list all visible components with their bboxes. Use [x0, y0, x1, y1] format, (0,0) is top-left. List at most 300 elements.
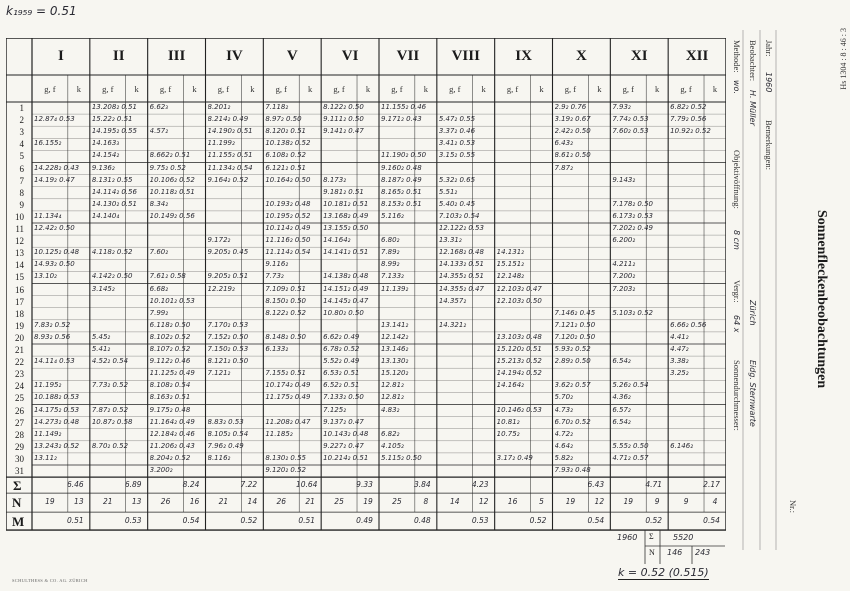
month-sum: 10.64 [295, 480, 318, 490]
jahr-label: Jahr: [764, 40, 774, 57]
observation-entry: 11.199₂ [207, 139, 235, 148]
month-n-k: 19 [363, 497, 373, 507]
observation-entry: 5.26₂ 0.54 [612, 381, 649, 390]
month-mean-k: 0.49 [356, 516, 373, 526]
observation-entry: 7.170₂ 0.53 [207, 320, 249, 329]
observation-entry: 5.51₂ [438, 187, 458, 196]
observation-entry: 7.79₂ 0.56 [670, 115, 707, 124]
sternwarte-value: Eidg. Sternwarte [748, 360, 757, 427]
observation-entry: 4.71₂ 0.57 [612, 453, 649, 462]
observation-entry: 7.155₂ 0.51 [265, 369, 306, 378]
observation-entry: 7.121₂ 0.50 [554, 320, 596, 329]
observation-entry: 6.173₂ 0.53 [612, 211, 653, 220]
observation-entry: 8.121₂ 0.50 [207, 357, 249, 366]
month-mean-k: 0.53 [124, 516, 142, 526]
bemerkungen-label: Bemerkungen: [764, 120, 774, 171]
observation-entry: 8.150₂ 0.50 [265, 296, 306, 305]
observation-entry: 10.92₂ 0.52 [670, 127, 711, 136]
annual-summary [615, 530, 725, 564]
subheader-gf: g, f [680, 84, 692, 94]
month-header: III [167, 48, 186, 64]
observation-entry: 10.138₂ 0.52 [265, 139, 311, 148]
observation-entry: 5.40₂ 0.45 [438, 199, 476, 208]
row-number: 3 [19, 127, 24, 138]
observation-entry: 8.83₂ 0.53 [207, 417, 244, 426]
observation-entry: 14.130₂ 0.51 [91, 199, 137, 208]
observation-entry: 12.184₂ 0.46 [149, 429, 195, 438]
observation-entry: 7.203₂ [612, 284, 636, 293]
observation-entry: 8.204₂ 0.52 [149, 453, 191, 462]
observation-entry: 10.143₂ 0.48 [323, 429, 369, 438]
month-n-k: 14 [247, 497, 258, 507]
observation-entry: 7.93₂ 0.48 [554, 466, 591, 474]
month-mean-k: 0.51 [67, 516, 84, 526]
observation-entry: 8.102₂ 0.52 [149, 332, 191, 341]
observation-entry: 8.93₂ 0.56 [34, 332, 71, 341]
month-header: X [575, 48, 587, 64]
month-mean-k: 0.52 [529, 516, 547, 526]
archive-reference: Hs 1304 : 8 : 46 : 3 [839, 28, 848, 90]
observation-entry: 14.133₂ 0.51 [438, 260, 484, 269]
month-header: VI [341, 48, 359, 64]
row-number: 28 [15, 429, 24, 440]
row-number: 26 [15, 405, 24, 416]
summary-sum: 5520 [673, 533, 694, 542]
observation-entry: 11.125₂ 0.49 [149, 369, 195, 378]
month-mean-k: 0.54 [703, 516, 720, 526]
observation-entry: 12.168₂ 0.48 [438, 248, 484, 257]
observation-entry: 12.219₂ [207, 284, 235, 293]
subheader-gf: g, f [622, 84, 634, 94]
observation-entry: 7.133₂ 0.50 [323, 393, 364, 402]
observation-entry: 7.61₂ 0.58 [149, 272, 186, 281]
summary-n-gf: 146 [667, 548, 683, 557]
month-n-k: 13 [131, 497, 142, 507]
observation-entry: 3.25₂ [670, 369, 689, 378]
month-mean-k: 0.52 [240, 516, 258, 526]
observation-entry: 10.87₂ 0.58 [91, 417, 133, 426]
observation-entry: 6.121₂ 0.51 [265, 163, 306, 172]
row-number: 12 [15, 236, 24, 247]
row-number: 1 [19, 103, 24, 113]
observation-entry: 8.107₂ 0.52 [149, 345, 191, 353]
row-number: 5 [19, 151, 24, 162]
observation-entry: 4.57₂ [149, 127, 169, 136]
month-n-gf: 21 [102, 497, 113, 507]
observation-entry: 14.154₂ [91, 151, 120, 160]
row-number: 19 [15, 320, 24, 331]
observation-entry: 10.164₂ 0.50 [265, 175, 311, 184]
subheader-k: k [597, 84, 602, 94]
observation-entry: 14.163₃ [91, 139, 120, 148]
objektiv-value: 8 cm [732, 230, 741, 250]
observation-entry: 6.54₂ [612, 417, 631, 426]
month-header: XII [685, 48, 709, 64]
observation-entry: 8.120₂ 0.51 [265, 127, 306, 136]
observation-entry: 11.139₂ [381, 284, 409, 293]
observation-entry: 11.149₂ [34, 429, 62, 438]
observation-entry: 7.96₂ 0.49 [207, 441, 244, 450]
observation-entry: 13.11₂ [34, 453, 57, 462]
observation-entry: 13.31₂ [438, 236, 462, 245]
observation-entry: 12.122₂ 0.53 [438, 224, 484, 232]
observation-entry: 10.106₂ 0.52 [149, 175, 195, 184]
month-mean-k: 0.53 [471, 516, 489, 526]
observation-entry: 10.149₂ 0.56 [149, 211, 195, 220]
observation-entry: 8.105₂ 0.54 [207, 429, 249, 438]
observation-entry: 8.214₂ 0.49 [207, 115, 249, 124]
month-n-gf: 14 [449, 497, 460, 507]
month-mean-k: 0.52 [645, 516, 663, 526]
observation-entry: 10.75₂ [496, 429, 520, 438]
ort-value: Zürich [748, 300, 757, 326]
observation-entry: 9.205₂ 0.45 [207, 248, 249, 257]
subheader-k: k [250, 84, 255, 94]
observation-entry: 7.103₂ 0.54 [438, 211, 480, 220]
observation-entry: 13.146₂ [381, 345, 409, 353]
month-n-k: 12 [594, 497, 605, 507]
subheader-gf: g, f [449, 84, 461, 94]
row-number: 7 [19, 175, 24, 186]
observation-entry: 11.164₂ 0.49 [149, 417, 195, 426]
observation-entry: 2.89₂ 0.50 [554, 357, 591, 366]
observation-entry: 6.82₂ [381, 429, 400, 438]
observation-entry: 7.87₂ [554, 163, 573, 172]
observation-entry: 12.81₂ [381, 393, 404, 402]
observation-entry: 11.185₂ [265, 429, 293, 438]
observation-entry: 11.155₂ 0.46 [381, 103, 427, 111]
row-number: 29 [15, 441, 24, 452]
month-sum: 6.46 [67, 480, 84, 490]
observation-entry: 5.41₂ [91, 345, 111, 353]
month-sum: 6.43 [587, 480, 605, 490]
observation-entry: 14.138₂ 0.48 [323, 272, 369, 281]
observation-entry: 10.181₂ 0.51 [323, 199, 369, 208]
observation-entry: 8.173₂ [323, 175, 347, 184]
observation-entry: 9.112₂ 0.46 [149, 357, 191, 366]
observation-entry: 7.202₂ 0.49 [612, 224, 653, 232]
observation-entry: 8.108₂ 0.54 [149, 381, 191, 390]
observation-entry: 8.148₂ 0.50 [265, 332, 306, 341]
observation-entry: 11.155₂ 0.51 [207, 151, 253, 160]
observation-entry: 11.134₂ 0.54 [207, 163, 253, 172]
observation-entry: 10.80₂ 0.50 [323, 308, 364, 317]
observation-entry: 12.142₂ [381, 332, 409, 341]
observation-entry: 14.140₄ [91, 211, 120, 220]
vergr-label: Vergr.: [732, 280, 742, 303]
observation-entry: 7.120₂ 0.50 [554, 332, 596, 341]
observation-entry: 8.165₂ 0.51 [381, 187, 422, 196]
subheader-k: k [365, 84, 371, 94]
row-number: 2 [19, 115, 24, 126]
observation-entry: 4.64₂ [554, 441, 573, 450]
observation-entry: 10.118₂ 0.51 [149, 187, 195, 196]
observation-entry: 8.187₂ 0.49 [381, 175, 422, 184]
beobachter-label: Beobachter: [748, 40, 758, 82]
month-header: IV [226, 48, 243, 64]
observation-entry: 8.116₂ [207, 453, 231, 462]
month-n-gf: 26 [276, 497, 287, 507]
observation-entry: 8.163₂ 0.51 [149, 393, 191, 402]
observation-entry: 11.134₄ [34, 211, 62, 220]
observation-entry: 8.131₂ 0.55 [91, 175, 133, 184]
observation-entry: 14.195₂ 0.55 [91, 127, 137, 136]
observation-entry: 9.120₂ 0.52 [265, 466, 306, 474]
observation-entry: 3.62₂ 0.57 [554, 381, 591, 390]
observation-entry: 2.42₂ 0.50 [554, 127, 591, 136]
observation-entry: 7.99₂ [149, 308, 169, 317]
observation-entry: 6.43₂ [554, 139, 573, 148]
observation-entry: 9.137₂ 0.47 [323, 417, 364, 426]
observation-entry: 12.148₂ [496, 272, 524, 281]
observation-entry: 5.47₂ 0.55 [438, 115, 476, 124]
subheader-k: k [192, 84, 197, 94]
observation-entry: 10.125₂ 0.48 [34, 248, 80, 257]
observation-entry: 8.122₂ 0.52 [265, 308, 306, 317]
observation-entry: 6.200₂ [612, 236, 636, 245]
observation-entry: 14.194₂ 0.52 [496, 369, 542, 378]
row-number: 10 [15, 211, 24, 222]
observation-entry: 7.121₂ [207, 369, 231, 378]
observation-entry: 9.116₂ [265, 260, 289, 269]
observation-entry: 5.82₂ [554, 453, 573, 462]
vergr-value: 64 x [732, 315, 741, 333]
observation-entry: 15.151₂ [496, 260, 524, 269]
month-n-k: 5 [539, 497, 544, 507]
subheader-k: k [76, 84, 81, 94]
row-number: 13 [15, 248, 24, 259]
observation-entry: 5.93₂ 0.52 [554, 345, 591, 353]
observation-entry: 4.47₂ [670, 345, 689, 353]
row-label-sum: Σ [13, 478, 22, 494]
observation-entry: 8.70₂ 0.52 [91, 441, 129, 450]
row-number: 31 [15, 466, 24, 476]
observation-entry: 8.97₂ 0.50 [265, 115, 302, 124]
subheader-gf: g, f [564, 84, 577, 94]
observation-entry: 7.125₂ [323, 405, 347, 414]
row-number: 30 [15, 453, 24, 464]
row-number: 6 [19, 163, 24, 174]
observation-entry: 7.60₂ [149, 248, 169, 257]
row-number: 22 [15, 357, 24, 368]
month-n-k: 13 [74, 497, 84, 507]
observation-entry: 14.355₂ 0.51 [438, 272, 484, 281]
observation-entry: 9.111₂ 0.50 [323, 115, 364, 124]
observation-entry: 4.105₂ [381, 441, 404, 450]
subheader-k: k [308, 84, 313, 94]
month-header: VII [396, 48, 420, 64]
row-number: 15 [15, 272, 24, 283]
observation-entry: 9.164₂ 0.52 [207, 175, 249, 184]
observation-entry: 14.131₂ [496, 248, 524, 257]
subheader-k: k [423, 84, 428, 94]
observation-entry: 6.53₂ 0.51 [323, 369, 360, 378]
row-number: 16 [15, 284, 24, 295]
observation-entry: 4.52₂ 0.54 [91, 357, 129, 366]
observation-entry: 4.36₂ [612, 393, 631, 402]
month-sum: 7.22 [240, 480, 258, 490]
month-mean-k: 0.54 [587, 516, 605, 526]
observation-entry: 3.38₂ [670, 357, 689, 366]
observation-entry: 6.108₂ 0.52 [265, 151, 306, 160]
subheader-k: k [481, 84, 486, 94]
subheader-gf: g, f [275, 84, 287, 94]
observation-entry: 7.200₂ [612, 272, 636, 281]
row-label-n: N [12, 495, 22, 511]
observation-entry: 9.172₂ [207, 236, 231, 245]
observation-entry: 11.208₂ 0.47 [265, 417, 311, 426]
observation-entry: 4.73₂ [554, 405, 573, 414]
observation-table [6, 38, 726, 533]
observation-entry: 14.11₄ 0.53 [34, 357, 75, 366]
observation-entry: 7.118₂ [265, 103, 289, 111]
observation-entry: 7.93₂ [612, 103, 631, 111]
observation-entry: 7.146₂ 0.45 [554, 308, 596, 317]
observation-entry: 13.10₂ [34, 272, 57, 281]
month-sum: 3.84 [414, 480, 431, 490]
subheader-gf: g, f [333, 84, 345, 94]
month-n-gf: 26 [160, 497, 171, 507]
observation-entry: 11.116₂ 0.50 [265, 236, 311, 245]
observation-entry: 5.55₂ 0.50 [612, 441, 649, 450]
observation-entry: 5.45₂ [91, 332, 111, 341]
observation-entry: 3.17₂ 0.49 [496, 453, 533, 462]
observation-entry: 10.114₂ 0.49 [265, 224, 311, 232]
methode-label: Methode: [732, 40, 742, 73]
observation-entry: 7.73₂ [265, 272, 284, 281]
observation-entry: 10.146₂ 0.53 [496, 405, 542, 414]
month-n-k: 4 [712, 497, 718, 507]
row-number: 20 [15, 332, 24, 343]
observation-entry: 6.68₂ [149, 284, 169, 293]
month-sum: 9.33 [356, 480, 373, 490]
observation-entry: 15.120₂ [381, 369, 409, 378]
sonnendurchmesser-label: Sonnendurchmesser: [732, 360, 742, 431]
observation-entry: 7.73₂ 0.52 [91, 381, 129, 390]
observation-entry: 8.99₂ [381, 260, 400, 269]
month-header: XI [630, 48, 648, 64]
observation-entry: 2.9₂ 0.76 [554, 103, 587, 111]
observation-entry: 12.81₂ [381, 381, 404, 390]
observation-entry: 14.151₂ 0.49 [323, 284, 369, 293]
observation-entry: 7.150₂ 0.53 [207, 345, 249, 353]
observation-entry: 13.243₂ 0.52 [34, 441, 80, 450]
printer-imprint: SCHULTHESS & CO. AG. ZÜRICH [12, 578, 88, 583]
observation-entry: 13.168₂ 0.49 [323, 211, 369, 220]
observation-entry: 7.109₂ 0.51 [265, 284, 306, 293]
observation-entry: 12.103₂ 0.47 [496, 284, 542, 293]
observation-entry: 14.145₂ 0.47 [323, 296, 369, 305]
row-number: 17 [15, 296, 24, 307]
observation-entry: 5.70₂ [554, 393, 573, 402]
month-sum: 2.17 [703, 480, 720, 490]
observation-entry: 7.60₂ 0.53 [612, 127, 649, 136]
observation-entry: 11.190₂ 0.50 [381, 151, 427, 160]
observation-entry: 8.153₂ 0.51 [381, 199, 422, 208]
observation-entry: 3.145₂ [91, 284, 115, 293]
observation-entry: 9.171₂ 0.43 [381, 115, 422, 124]
observation-entry: 9.75₂ 0.52 [149, 163, 186, 172]
row-label-m: M [12, 514, 25, 530]
subheader-gf: g, f [506, 84, 519, 94]
month-header: I [57, 48, 64, 64]
observation-entry: 9.227₂ 0.47 [323, 441, 364, 450]
month-sum: 4.71 [645, 480, 663, 490]
observation-entry: 6.80₂ [381, 236, 400, 245]
observation-entry: 5.52₂ 0.49 [323, 357, 360, 366]
observation-entry: 7.89₂ [381, 248, 400, 257]
observation-entry: 5.32₂ 0.65 [438, 175, 476, 184]
observation-entry: 6.118₂ 0.50 [149, 320, 191, 329]
observation-entry: 4.83₂ [381, 405, 400, 414]
row-number: 4 [19, 139, 24, 150]
observation-entry: 10.193₂ 0.48 [265, 199, 311, 208]
month-n-gf: 16 [507, 497, 518, 507]
month-n-gf: 21 [218, 497, 229, 507]
subheader-gf: g, f [391, 84, 403, 94]
month-header: IX [515, 48, 532, 64]
subheader-k: k [539, 84, 544, 94]
observation-entry: 3.19₂ 0.67 [554, 115, 591, 124]
observation-entry: 9.181₂ 0.51 [323, 187, 364, 196]
row-number: 27 [15, 417, 24, 428]
observation-entry: 8.130₂ 0.55 [265, 453, 306, 462]
observation-entry: 14.93₂ 0.50 [34, 260, 75, 269]
observation-entry: 3.37₂ 0.46 [438, 127, 476, 136]
row-number: 25 [15, 393, 24, 404]
month-mean-k: 0.48 [414, 516, 431, 526]
observation-entry: 11.114₂ 0.54 [265, 248, 311, 257]
month-sum: 4.23 [471, 480, 489, 490]
observation-entry: 7.87₂ 0.52 [91, 405, 129, 414]
subheader-gf: g, f [44, 84, 56, 94]
observation-entry: 7.83₂ 0.52 [34, 320, 71, 329]
observation-entry: 10.81₂ [496, 417, 520, 426]
observation-entry: 4.41₂ [670, 332, 689, 341]
month-n-k: 8 [423, 497, 429, 507]
summary-n-k: 243 [695, 548, 711, 557]
observation-entry: 6.52₂ 0.51 [323, 381, 360, 390]
observation-entry: 10.174₂ 0.49 [265, 381, 311, 390]
methode-value: wo. [732, 80, 741, 94]
observation-entry: 4.142₂ 0.50 [91, 272, 133, 281]
observation-entry: 14.273₂ 0.48 [34, 417, 80, 426]
observation-entry: 9.143₂ [612, 175, 636, 184]
observation-entry: 11.175₂ 0.49 [265, 393, 311, 402]
observation-entry: 5.103₂ 0.52 [612, 308, 653, 317]
month-header: V [286, 48, 298, 64]
form-title: Sonnenfleckenbeobachtungen [814, 210, 829, 389]
observation-entry: 6.62₃ [149, 103, 169, 111]
observation-entry: 6.62₂ 0.49 [323, 332, 360, 341]
observation-entry: 14.357₂ [438, 296, 467, 305]
observation-entry: 14.190₂ 0.51 [207, 127, 253, 136]
month-n-gf: 19 [623, 497, 634, 507]
month-n-gf: 25 [334, 497, 344, 507]
observation-entry: 9.175₂ 0.48 [149, 405, 191, 414]
month-n-gf: 19 [45, 497, 55, 507]
month-n-k: 16 [189, 497, 200, 507]
observation-entry: 7.133₂ [381, 272, 404, 281]
row-number: 9 [19, 199, 24, 210]
observation-entry: 4.72₂ [554, 429, 573, 438]
row-number: 24 [15, 381, 24, 392]
observation-entry: 13.208₂ 0.51 [91, 103, 137, 111]
observation-entry: 10.188₂ 0.53 [34, 393, 80, 402]
observation-entry: 6.82₂ 0.52 [670, 103, 707, 111]
observation-entry: 12.42₂ 0.50 [34, 224, 75, 232]
subheader-gf: g, f [159, 84, 172, 94]
